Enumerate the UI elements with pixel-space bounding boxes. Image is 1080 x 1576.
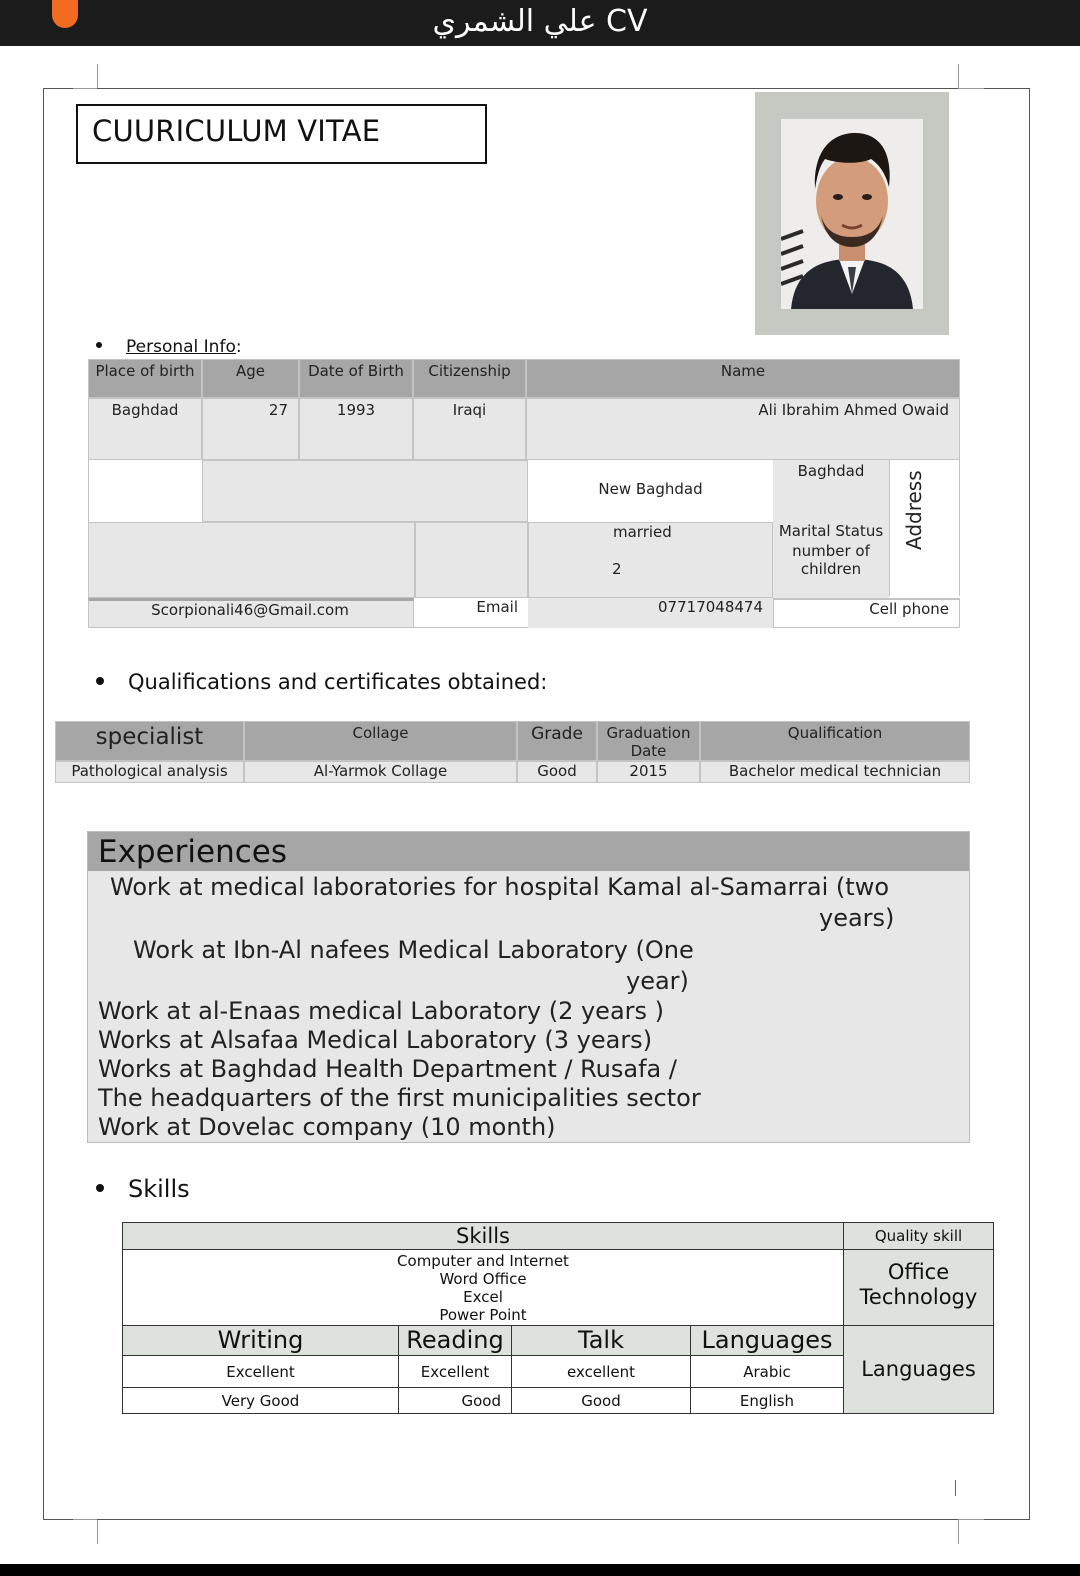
crop-mark bbox=[73, 88, 97, 89]
personal-info-heading: Personal Info: bbox=[96, 337, 242, 357]
experience-line: Work at medical laboratories for hospital Kamal al-Samarrai (two bbox=[110, 873, 890, 901]
writing-header: Writing bbox=[122, 1325, 399, 1356]
skills-heading bbox=[96, 1175, 190, 1203]
specialist-value: Pathological analysis bbox=[55, 761, 244, 783]
children-label: number of children bbox=[792, 542, 870, 578]
experience-line: Works at Baghdad Health Department / Rusafa / bbox=[98, 1055, 677, 1083]
address-label-cell bbox=[889, 460, 960, 596]
age-value: 27 bbox=[202, 398, 299, 460]
blank-cell bbox=[88, 460, 202, 522]
age-header: Age bbox=[202, 359, 299, 398]
crop-mark bbox=[958, 64, 959, 88]
experience-line: years) bbox=[819, 904, 895, 932]
blank-cell bbox=[415, 522, 528, 598]
name-value: Ali Ibrahim Ahmed Owaid bbox=[526, 398, 960, 460]
crop-mark bbox=[958, 88, 984, 89]
grade-header: Grade bbox=[517, 721, 597, 761]
english-writing: Very Good bbox=[122, 1387, 399, 1414]
marital-children-labels bbox=[773, 522, 889, 598]
crop-mark bbox=[73, 1519, 97, 1520]
talk-header: Talk bbox=[511, 1325, 691, 1356]
english-talk: Good bbox=[511, 1387, 691, 1414]
office-skills-list bbox=[122, 1249, 844, 1326]
marital-status-label: Marital Status bbox=[778, 522, 884, 540]
skill-item: Excel bbox=[463, 1288, 503, 1306]
citizenship-value: Iraqi bbox=[413, 398, 526, 460]
experience-line: Works at Alsafaa Medical Laboratory (3 years) bbox=[98, 1026, 653, 1054]
address-city-value: Baghdad bbox=[773, 460, 889, 522]
languages-header: Languages bbox=[690, 1325, 844, 1356]
address-label: Address bbox=[902, 470, 926, 550]
crop-mark bbox=[97, 1520, 98, 1544]
arabic-reading: Excellent bbox=[398, 1355, 512, 1388]
email-value: Scorpionali46@Gmail.com bbox=[88, 598, 414, 628]
crop-mark bbox=[97, 64, 98, 88]
title-bar bbox=[0, 0, 1080, 46]
experience-line: Work at Ibn-Al nafees Medical Laboratory (One bbox=[133, 936, 694, 964]
graduation-date-value: 2015 bbox=[597, 761, 700, 783]
english-reading: Good bbox=[398, 1387, 512, 1414]
experience-line: Work at al-Enaas medical Laboratory (2 years ) bbox=[98, 997, 665, 1025]
qualifications-title: Qualifications and certificates obtained: bbox=[128, 670, 548, 694]
blank-cell bbox=[202, 460, 528, 522]
english-language: English bbox=[690, 1387, 844, 1414]
arabic-writing: Excellent bbox=[122, 1355, 399, 1388]
experiences-box bbox=[87, 831, 970, 1143]
office-technology-label: Office Technology bbox=[843, 1249, 994, 1326]
specialist-header: specialist bbox=[55, 721, 244, 761]
collage-value: Al-Yarmok Collage bbox=[244, 761, 517, 783]
cell-phone-label: Cell phone bbox=[773, 598, 960, 628]
address-area-value: New Baghdad bbox=[598, 480, 703, 498]
qualification-header: Qualification bbox=[700, 721, 970, 761]
qualifications-heading bbox=[96, 670, 547, 694]
collage-header: Collage bbox=[244, 721, 517, 761]
document-title: علي الشمري CV bbox=[432, 4, 648, 39]
graduation-date-header: Graduation Date bbox=[597, 721, 700, 761]
cv-heading: CUURICULUM VITAE bbox=[92, 114, 381, 148]
reading-header: Reading bbox=[398, 1325, 512, 1356]
bottom-bar bbox=[0, 1564, 1080, 1576]
skills-title: Skills bbox=[128, 1175, 190, 1203]
profile-photo bbox=[781, 119, 923, 309]
place-of-birth-value: Baghdad bbox=[88, 398, 202, 460]
skill-item: Power Point bbox=[439, 1306, 527, 1324]
blank-cell bbox=[88, 522, 415, 598]
photo-frame bbox=[755, 92, 949, 335]
grade-value: Good bbox=[517, 761, 597, 783]
marital-children-values bbox=[528, 522, 773, 598]
email-label: Email bbox=[414, 598, 528, 628]
children-value: 2 bbox=[612, 560, 622, 578]
arabic-language: Arabic bbox=[690, 1355, 844, 1388]
place-of-birth-header: Place of birth bbox=[88, 359, 202, 398]
experiences-header bbox=[88, 832, 969, 871]
crop-mark bbox=[958, 1519, 984, 1520]
dob-value: 1993 bbox=[299, 398, 413, 460]
crop-mark bbox=[958, 1520, 959, 1544]
skill-item: Word Office bbox=[439, 1270, 527, 1288]
dob-header: Date of Birth bbox=[299, 359, 413, 398]
personal-info-title: Personal Info bbox=[126, 337, 236, 357]
qualification-value: Bachelor medical technician bbox=[700, 761, 970, 783]
arabic-talk: excellent bbox=[511, 1355, 691, 1388]
languages-label: Languages bbox=[843, 1325, 994, 1414]
cell-phone-value: 07717048474 bbox=[528, 598, 773, 628]
experience-line: year) bbox=[626, 967, 689, 995]
text-cursor bbox=[955, 1480, 956, 1496]
experiences-title: Experiences bbox=[98, 834, 288, 870]
name-header: Name bbox=[526, 359, 960, 398]
cv-heading-box bbox=[76, 104, 487, 164]
experience-line: Work at Dovelac company (10 month) bbox=[98, 1113, 556, 1141]
skill-item: Computer and Internet bbox=[397, 1252, 569, 1270]
experience-line: The headquarters of the first municipalities sector bbox=[98, 1084, 701, 1112]
marital-status-value: married bbox=[613, 523, 672, 541]
quality-skill-header: Quality skill bbox=[843, 1222, 994, 1250]
skills-header: Skills bbox=[122, 1222, 844, 1250]
citizenship-header: Citizenship bbox=[413, 359, 526, 398]
